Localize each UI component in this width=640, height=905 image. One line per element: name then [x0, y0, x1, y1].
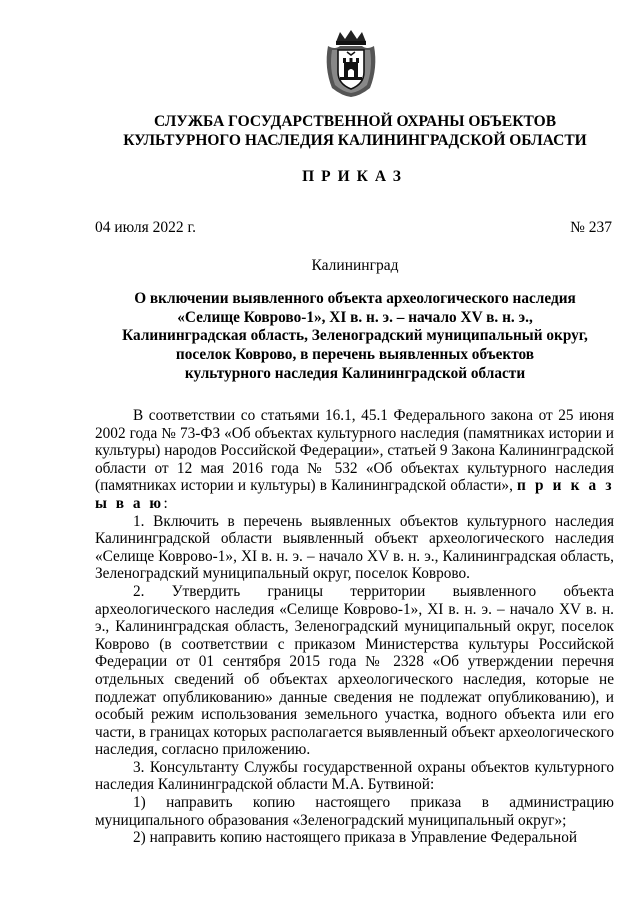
agency-name [60, 112, 640, 150]
subject-line: Калининградская область, Зеленоградский муниципальный округ, [122, 327, 588, 345]
document-date: 04 июля 2022 г. [95, 219, 196, 236]
coat-of-arms-icon [322, 28, 380, 98]
subject-line: поселок Коврово, в перечень выявленных объектов [175, 346, 535, 364]
item-2-paragraph: 2. Утвердить границы территории выявленного объекта археологического наследия «Селище Коврово-1», XI в. н. э. – начало XV в. н. э., Калининградская область, Зеленоградский муниципальный округ, поселок Коврово (в соответствии с приказом Министерства культуры Российской Федерации от 01 сентября 2015 года № 2328 «Об утверждении перечня отдельных сведений об объектах археологического наследия, которые не подлежат опубликованию» данные сведения не подлежат опубликованию), и особый режим использования земельного участка, водного объекта или его части, в границах которых располагается выявленный объект археологического наследия, согласно приложению. [95, 582, 614, 759]
agency-name-line2: КУЛЬТУРНОГО НАСЛЕДИЯ КАЛИНИНГРАДСКОЙ ОБЛАСТИ [123, 132, 587, 149]
item-3-paragraph: 3. Консультанту Службы государственной охраны объектов культурного наследия Калининградской области М.А. Бутвиной: [95, 758, 614, 794]
item-3-2-paragraph: 2) направить копию настоящего приказа в Управление Федеральной [133, 829, 578, 847]
document-number: № 237 [570, 219, 612, 236]
subject-line: О включении выявленного объекта археологического наследия [134, 290, 576, 307]
item-1-paragraph: 1. Включить в перечень выявленных объектов культурного наследия Калининградской области выявленный объект археологического наследия «Селище Коврово-1», XI в. н. э. – начало XV в. н. э., Калининградская область, Зеленоградский муниципальный округ, поселок Коврово. [95, 512, 614, 583]
order-word: п р и к а з ы в а ю [95, 477, 614, 512]
item-3-1-paragraph: 1) направить копию настоящего приказа в администрацию муниципального образования «Зеленоградский муниципальный округ»; [95, 794, 614, 829]
document-body [95, 407, 614, 847]
subject-line: культурного наследия Калининградской области [184, 364, 526, 382]
preamble-paragraph [95, 407, 614, 513]
agency-name-line1: СЛУЖБА ГОСУДАРСТВЕННОЙ ОХРАНЫ ОБЪЕКТОВ [153, 113, 557, 130]
preamble-text: В соответствии со статьями 16.1, 45.1 Федерального закона от 25 июня 2002 года № 73-ФЗ «Об объектах культурного наследия (памятниках истории и культуры) народов Российской Федерации», статьей 9 Закона Калининградской области от 12 мая 2016 года № 532 «Об объектах культурного наследия (памятниках истории и культуры) в Калининградской области», [95, 407, 614, 495]
document-city: Калининград [311, 257, 399, 274]
order-suffix: : [163, 494, 168, 512]
document-type: ПРИКАЗ [302, 168, 408, 185]
document-subject [95, 290, 615, 384]
subject-line: «Селище Коврово-1», XI в. н. э. – начало XV в. н. э., [177, 308, 533, 326]
